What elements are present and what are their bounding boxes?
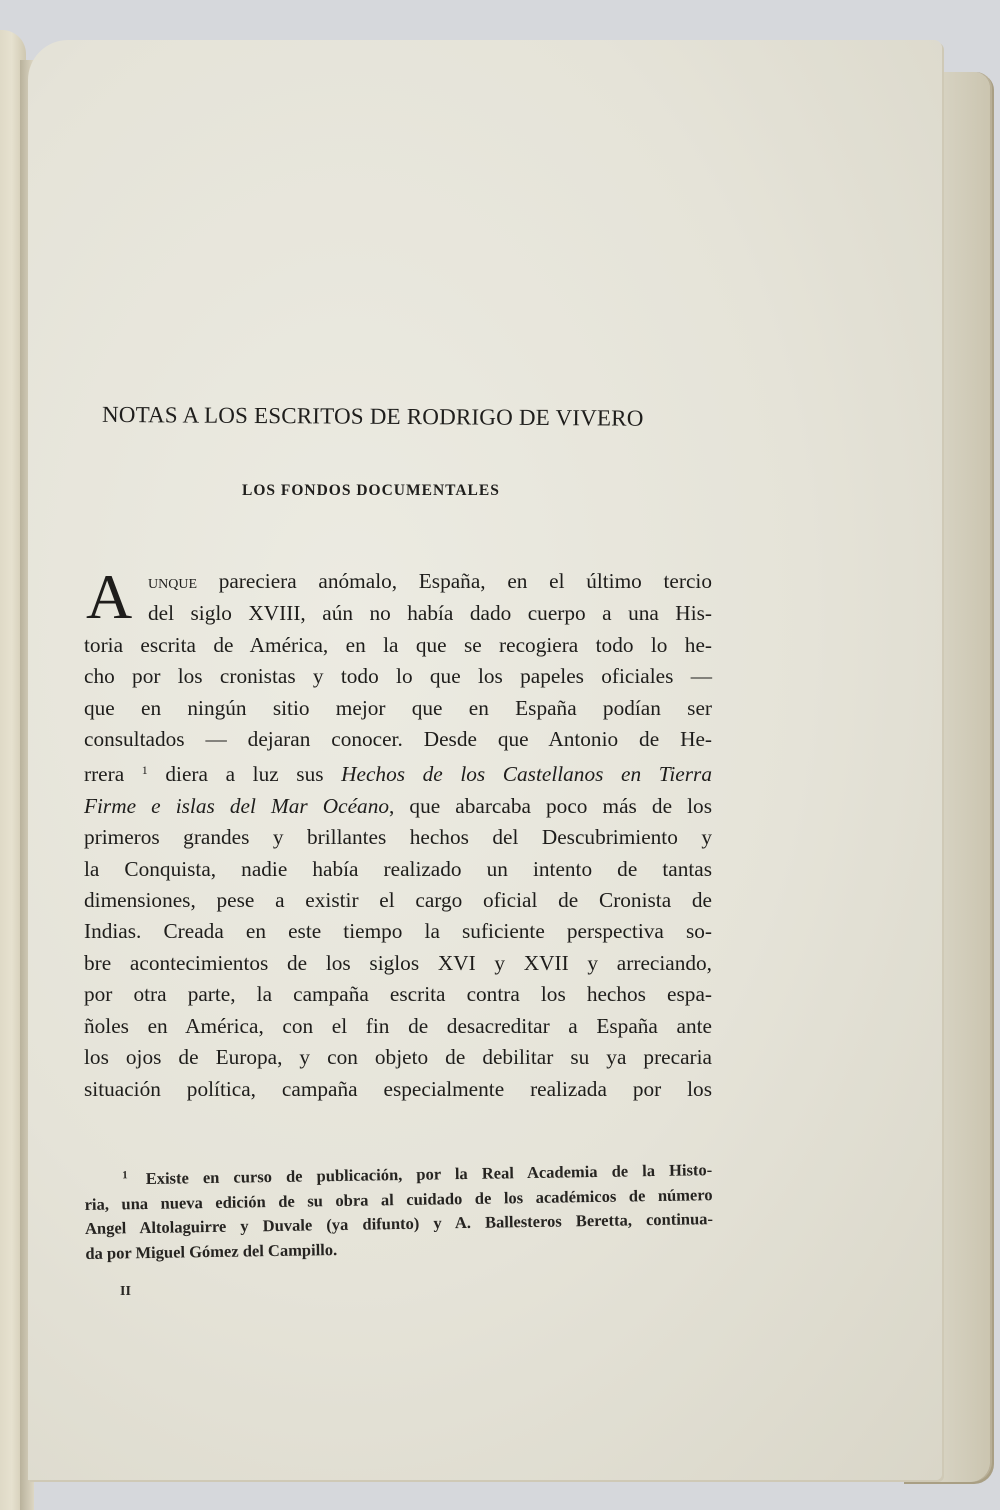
drop-cap: A — [86, 561, 133, 632]
text-line: que en ningún sitio mejor que en España podían ser — [84, 695, 712, 720]
body-paragraph — [84, 561, 712, 1105]
text-line: bre acontecimientos de los siglos XVI y XVII y arreciando, — [84, 950, 712, 975]
footnote — [84, 1154, 714, 1266]
footnote-line: da por Miguel Gómez del Campillo. — [85, 1239, 338, 1263]
text-line: Firme e islas del Mar Océano, que abarcaba poco más de los — [84, 793, 712, 818]
text-line: dimensiones, pese a existir el cargo oficial de Cronista de — [84, 888, 712, 913]
text-line: del siglo XVIII, aún no había dado cuerpo a una His- — [148, 601, 712, 626]
text-line: primeros grandes y brillantes hechos del Descubrimiento y — [84, 825, 712, 850]
footnote-mark: 1 — [122, 1169, 128, 1182]
text-line: Indias. Creada en este tiempo la suficiente perspectiva so- — [84, 919, 712, 944]
text-line: rrera $^1$ diera a luz sus Hechos de los Castellanos en Tierra — [84, 762, 712, 787]
first-lines — [84, 561, 712, 632]
book-title-italic: Firme e islas del Mar Océano — [84, 793, 389, 818]
text-line: los ojos de Europa, y con objeto de debilitar su ya precaria — [84, 1045, 712, 1070]
footnote-line: ria, una nueva edición de su obra al cuidado de los académicos de número — [84, 1184, 713, 1214]
text-line: la Conquista, nadie había realizado un intento de tantas — [84, 856, 712, 881]
section-subtitle: LOS FONDOS DOCUMENTALES — [242, 482, 500, 499]
text-line: cho por los cronistas y todo lo que los papeles oficiales — — [84, 664, 712, 689]
text-line: por otra parte, la campaña escrita contra los hechos espa- — [84, 982, 712, 1007]
text-line: situación política, campaña especialmente realizada por los — [84, 1076, 712, 1101]
page-number: II — [120, 1284, 131, 1299]
footnote-line: $^1$ Existe en curso de publicación, por la Real Academia de la Histo- — [122, 1160, 713, 1189]
text-line: toria escrita de América, en la que se recogiera todo lo he- — [84, 632, 712, 657]
book-title-italic: Hechos de los Castellanos en Tierra — [341, 762, 712, 787]
footnote-line: Angel Altolaguirre y Duvale (ya difunto) y A. Ballesteros Beretta, continua- — [84, 1209, 714, 1238]
text-line: unque pareciera anómalo, España, en el último tercio — [148, 569, 712, 593]
text-line: consultados — dejaran conocer. Desde que Antonio de He- — [84, 727, 712, 752]
chapter-title: NOTAS A LOS ESCRITOS DE RODRIGO DE VIVERO — [101, 401, 644, 431]
footnote-reference: 1 — [141, 763, 148, 778]
text-line: ñoles en América, con el fin de desacreditar a España ante — [84, 1013, 712, 1038]
